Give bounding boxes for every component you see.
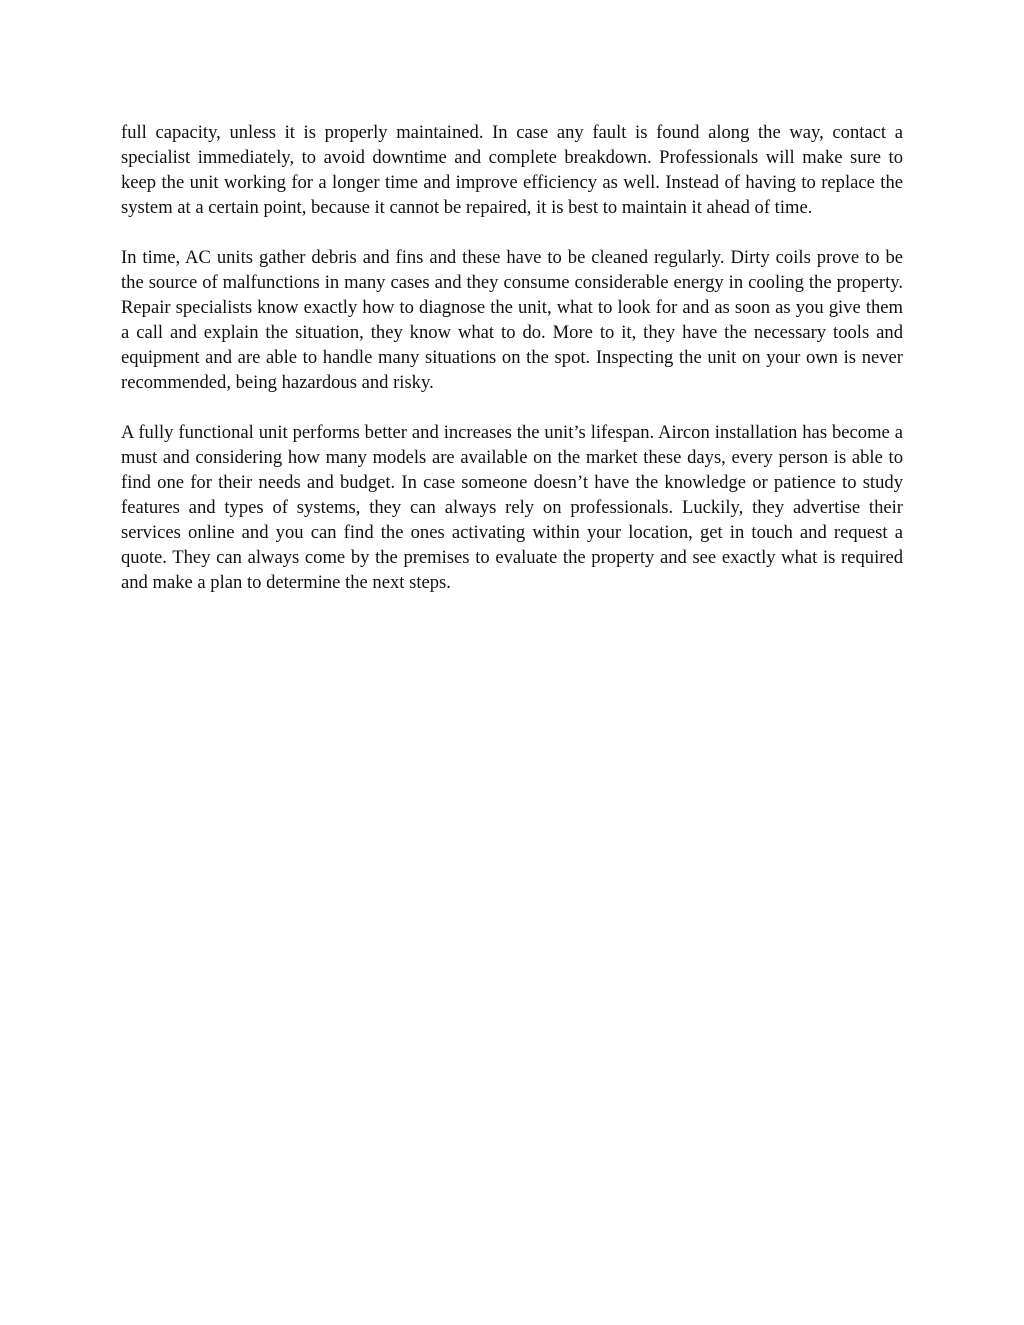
document-body — [121, 120, 903, 620]
paragraph-cleaning: In time, AC units gather debris and fins and these have to be cleaned regularly. Dirty coils prove to be the source of malfunctions in many cases and they consume considerable energy in cooling the property. Repair specialists know exactly how to diagnose the unit, what to look for and as soon as you give them a call and explain the situation, they know what to do. More to it, they have the necessary tools and equipment and are able to handle many situations on the spot. Inspecting the unit on your own is never recommended, being hazardous and risky. — [121, 247, 903, 393]
paragraph-installation: A fully functional unit performs better and increases the unit’s lifespan. Aircon installation has become a must and considering how many models are available on the market these days, every person is able to find one for their needs and budget. In case someone doesn’t have the knowledge or patience to study features and types of systems, they can always rely on professionals. Luckily, they advertise their services online and you can find the ones activating within your location, get in touch and request a quote. They can always come by the premises to evaluate the property and see exactly what is required and make a plan to determine the next steps. — [121, 422, 903, 593]
paragraph-maintenance: full capacity, unless it is properly maintained. In case any fault is found along the way, contact a specialist immediately, to avoid downtime and complete breakdown. Professionals will make sure to keep the unit working for a longer time and improve efficiency as well. Instead of having to replace the system at a certain point, because it cannot be repaired, it is best to maintain it ahead of time. — [121, 122, 903, 218]
